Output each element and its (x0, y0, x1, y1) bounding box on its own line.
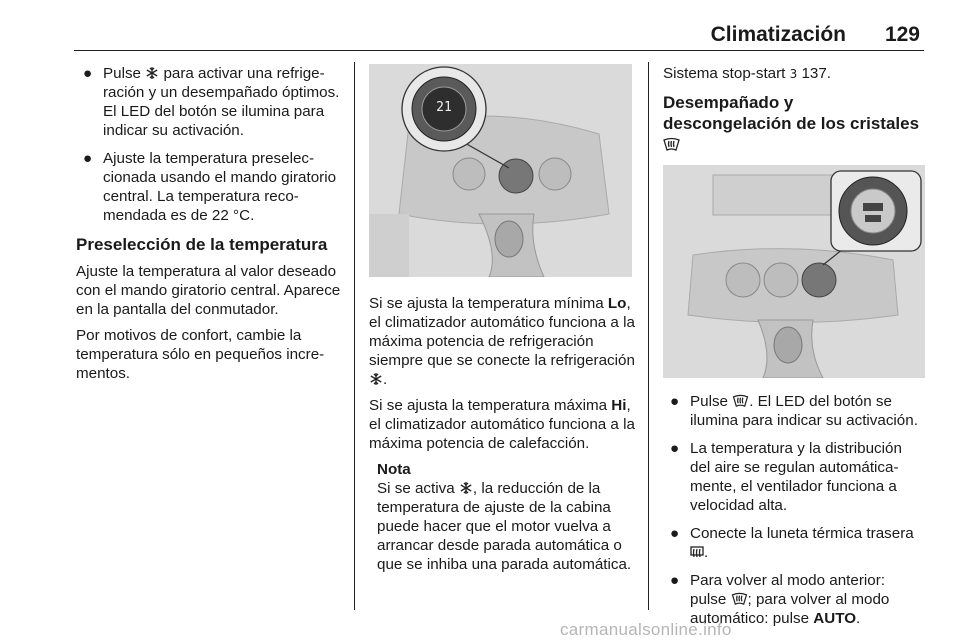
section-heading: Preselección de la temperatura (76, 235, 328, 254)
bullet-dot: ● (83, 150, 93, 167)
bullet-dot: ● (83, 65, 93, 82)
paragraph: Si se ajusta la temperatura máxima Hi, el climatizador automático funciona a la máxima potencia de calefacción. (369, 397, 635, 452)
bullet-item (76, 64, 342, 140)
bullet-dot: ● (670, 525, 680, 542)
bullet-item: ● Pulse . El LED del botón se ilumina para indicar su activación. (670, 393, 918, 429)
note-title: Nota (377, 461, 411, 478)
figure-temperature-knob (369, 64, 632, 277)
header-rule (74, 50, 924, 51)
windshield-defrost-icon (731, 592, 748, 606)
dashboard-illustration (369, 64, 632, 277)
column-divider-1 (354, 62, 355, 610)
windshield-defrost-icon (663, 137, 680, 152)
bullet-item: ● La temperatura y la distribución del aire se regulan automáticamente, el ventilador funciona a velocidad alta. (670, 440, 902, 514)
snowflake-icon (369, 372, 383, 386)
page-number: 129 (884, 23, 920, 46)
bullet-text: Pulse (103, 65, 146, 82)
bullet-text: para activar una refrigeración y un desempañado óptimos. El LED del botón se ilumina para indicar su activación. (103, 65, 340, 139)
knob-display: 21 (436, 100, 452, 115)
note-box (369, 460, 637, 574)
snowflake-icon (459, 481, 473, 495)
bullet-text: Ajuste la temperatura preseleccionada usando el mando giratorio central. La temperatura recomendada es de 22 °C. (103, 150, 337, 224)
snowflake-icon (145, 66, 159, 80)
section-heading: Desempañado y descongelación de los cristales (663, 92, 925, 155)
chapter-title: Climatización (710, 23, 846, 46)
dashboard-illustration (663, 165, 925, 378)
column-1 (76, 64, 342, 390)
bullet-dot: ● (670, 393, 680, 410)
paragraph: Si se ajusta la temperatura mínima Lo, el climatizador automático funciona a la máxima potencia de refrigeración siempre que se conecte la refrigeración . (369, 295, 635, 388)
bullet-dot: ● (670, 440, 680, 457)
watermark: carmanualsonline.info (560, 620, 732, 639)
paragraph: Por motivos de confort, cambie la temperatura sólo en pequeños incrementos. (76, 327, 325, 382)
column-3 (663, 64, 925, 637)
paragraph: Ajuste la temperatura al valor deseado con el mando giratorio central. Aparece en la pantalla del conmutador. (76, 263, 341, 318)
windshield-defrost-icon (732, 394, 749, 408)
bullet-item (76, 149, 342, 225)
column-divider-2 (648, 62, 649, 610)
rear-window-heat-icon (690, 545, 704, 559)
arrow-ref-icon: 3 (789, 67, 798, 81)
note-text: Si se activa , la reducción de la temperatura de ajuste de la cabina puede hacer que el motor vuelva a arrancar desde parada automática o que se inhiba una parada automática. (377, 480, 632, 573)
column-2 (369, 64, 637, 574)
bullet-item: ● Para volver al modo anterior: pulse ; para volver al modo automático: pulse AUTO. (670, 572, 890, 627)
cross-reference: Sistema stop-start 3 137. (663, 65, 832, 82)
figure-defrost-button (663, 165, 925, 378)
bullet-dot: ● (670, 572, 680, 589)
bullet-item: ● Conecte la luneta térmica trasera . (670, 525, 914, 561)
